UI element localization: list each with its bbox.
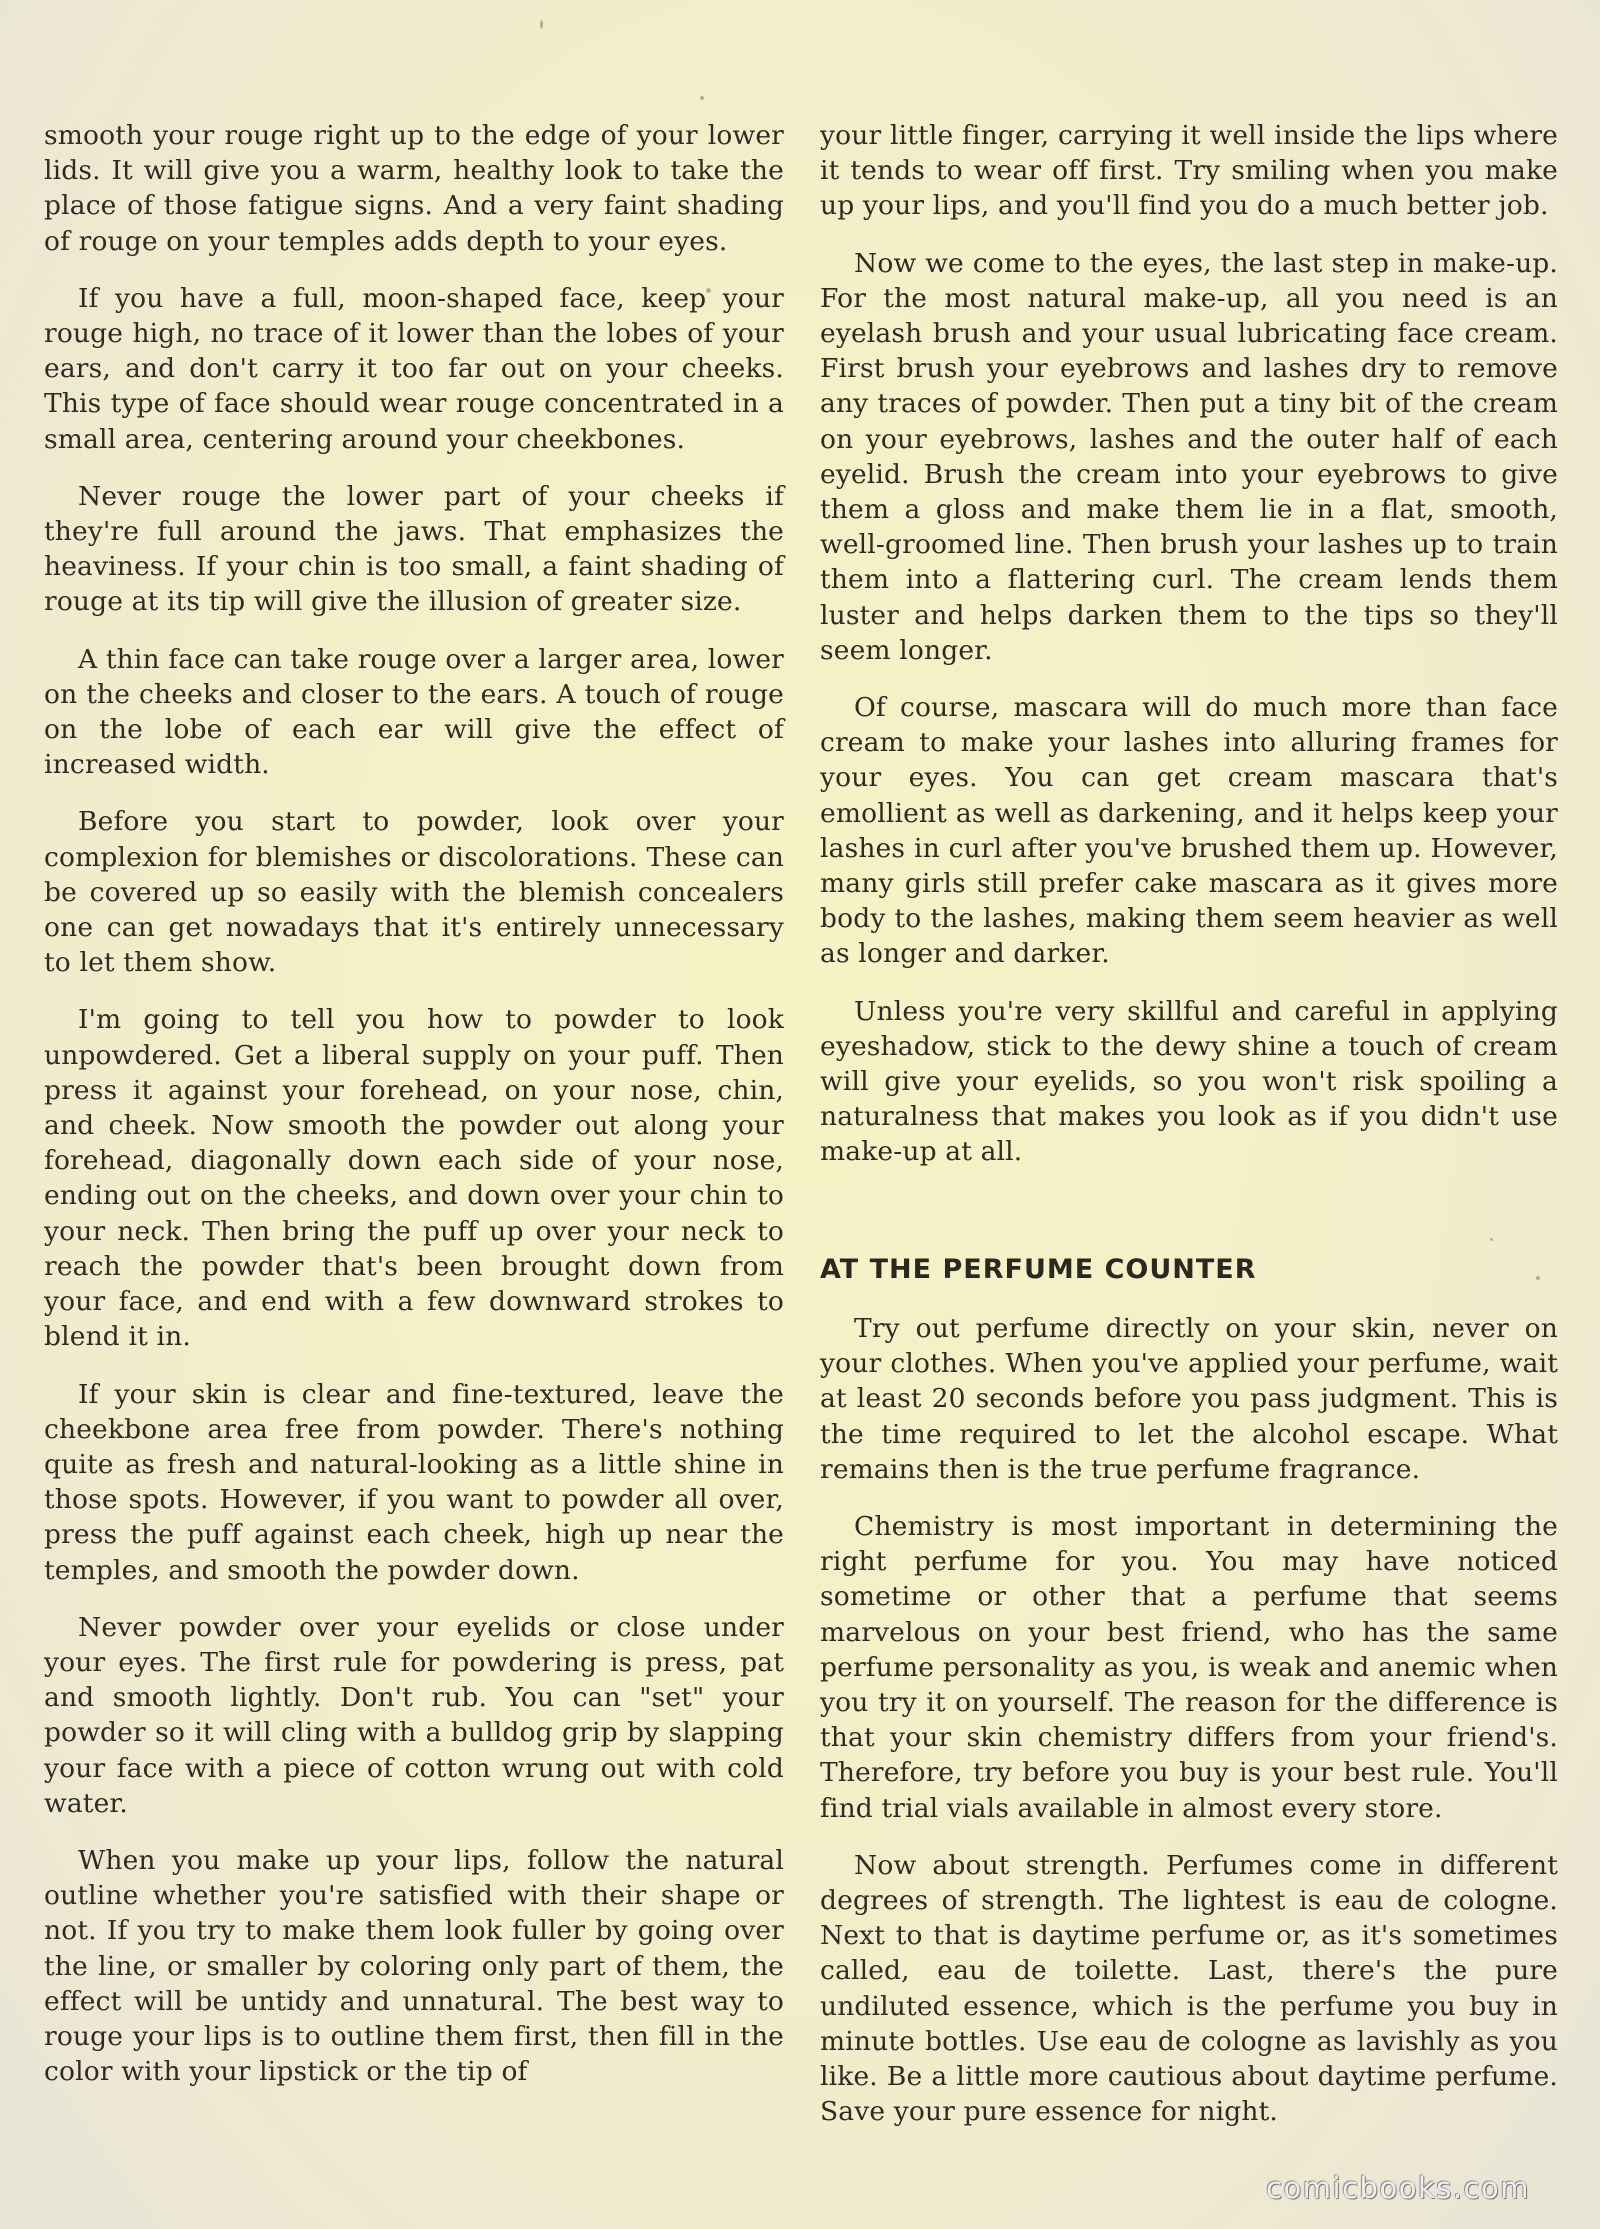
paragraph: A thin face can take rouge over a larger area, lower on the cheeks and closer to the ears. A touch of rouge on the lobe of each ear will give the effect of increased width. — [44, 643, 784, 781]
paragraph: Try out perfume directly on your skin, never on your clothes. When you've applied your perfume, wait at least 20 seconds before you pass judgment. This is the time required to let the alcohol escape. What remains then is the true perfume fragrance. — [820, 1312, 1558, 1485]
right-column — [820, 118, 1558, 2151]
paragraph: smooth your rouge right up to the edge of your lower lids. It will give you a warm, healthy look to take the place of those fatigue signs. And a very faint shading of rouge on your temples adds depth to your eyes. — [44, 120, 784, 257]
paragraph: Before you start to powder, look over your complexion for blemishes or discolorations. These can be covered up so easily with the blemish concealers one can get nowadays that it's entirely unnecessary to let them show. — [44, 806, 784, 979]
print-speck — [700, 96, 704, 100]
paragraph: your little finger, carrying it well inside the lips where it tends to wear off first. Try smiling when you make up your lips, and you'll find you do a much better job. — [820, 120, 1558, 222]
paragraph: Now about strength. Perfumes come in different degrees of strength. The lightest is eau de cologne. Next to that is daytime perfume or, as it's sometimes called, eau de toilette. Last, there's the pure undiluted essence, which is the perfume you buy in minute bottles. Use eau de cologne as lavishly as you like. Be a little more cautious about daytime perfume. Save your pure essence for night. — [820, 1849, 1558, 2128]
paragraph: If your skin is clear and fine-textured, leave the cheekbone area free from powder. There's nothing quite as fresh and natural-looking as a little shine in those spots. However, if you want to powder all over, press the puff against each cheek, high up near the temples, and smooth the powder down. — [44, 1378, 784, 1586]
left-column — [44, 118, 784, 2111]
section-heading: AT THE PERFUME COUNTER — [820, 1253, 1257, 1285]
paragraph: Now we come to the eyes, the last step in make-up. For the most natural make-up, all you need is an eyelash brush and your usual lubricating face cream. First brush your eyebrows and lashes dry to remove any traces of powder. Then put a tiny bit of the cream on your eyebrows, lashes and the outer half of each eyelid. Brush the cream into your eyebrows to give them a gloss and make them lie in a flat, smooth, well-groomed line. Then brush your lashes up to train them into a flattering curl. The cream lends them luster and helps darken them to the tips so they'll seem longer. — [820, 247, 1558, 666]
paragraph: Unless you're very skillful and careful in applying eyeshadow, stick to the dewy shine a touch of cream will give your eyelids, so you won't risk spoiling a naturalness that makes you look as if you didn't use make-up at all. — [820, 995, 1558, 1168]
paragraph: Never rouge the lower part of your cheeks if they're full around the jaws. That emphasizes the heaviness. If your chin is too small, a faint shading of rouge at its tip will give the illusion of greater size. — [44, 480, 784, 618]
paragraph: If you have a full, moon-shaped face, keep your rouge high, no trace of it lower than the lobes of your ears, and don't carry it too far out on your cheeks. This type of face should wear rouge concentrated in a small area, centering around your cheekbones. — [44, 282, 784, 455]
print-speck — [540, 20, 543, 29]
paragraph: Chemistry is most important in determining the right perfume for you. You may have noticed sometime or other that a perfume that seems marvelous on your best friend, who has the same perfume personality as you, is weak and anemic when you try it on yourself. The reason for the difference is that your skin chemistry differs from your friend's. Therefore, try before you buy is your best rule. You'll find trial vials available in almost every store. — [820, 1510, 1558, 1824]
paragraph: When you make up your lips, follow the natural outline whether you're satisfied with their shape or not. If you try to make them look fuller by going over the line, or smaller by coloring only part of them, the effect will be untidy and unnatural. The best way to rouge your lips is to outline them first, then fill in the color with your lipstick or the tip of — [44, 1844, 784, 2088]
paragraph: I'm going to tell you how to powder to look unpowdered. Get a liberal supply on your puff. Then press it against your forehead, on your nose, chin, and cheek. Now smooth the powder out along your forehead, diagonally down each side of your nose, ending out on the cheeks, and down over your chin to your neck. Then bring the puff up over your neck to reach the powder that's been brought down from your face, and end with a few downward strokes to blend it in. — [44, 1004, 784, 1353]
paragraph: Of course, mascara will do much more than face cream to make your lashes into alluring frames for your eyes. You can get cream mascara that's emollient as well as darkening, and it helps keep your lashes in curl after you've brushed them up. However, many girls still prefer cake mascara as it gives more body to the lashes, making them seem heavier as well as longer and darker. — [820, 692, 1558, 970]
paragraph: Never powder over your eyelids or close under your eyes. The first rule for powdering is press, pat and smooth lightly. Don't rub. You can "set" your powder so it will cling with a bulldog grip by slapping your face with a piece of cotton wrung out with cold water. — [44, 1611, 784, 1819]
watermark: comicbooks.com — [1266, 2171, 1530, 2205]
